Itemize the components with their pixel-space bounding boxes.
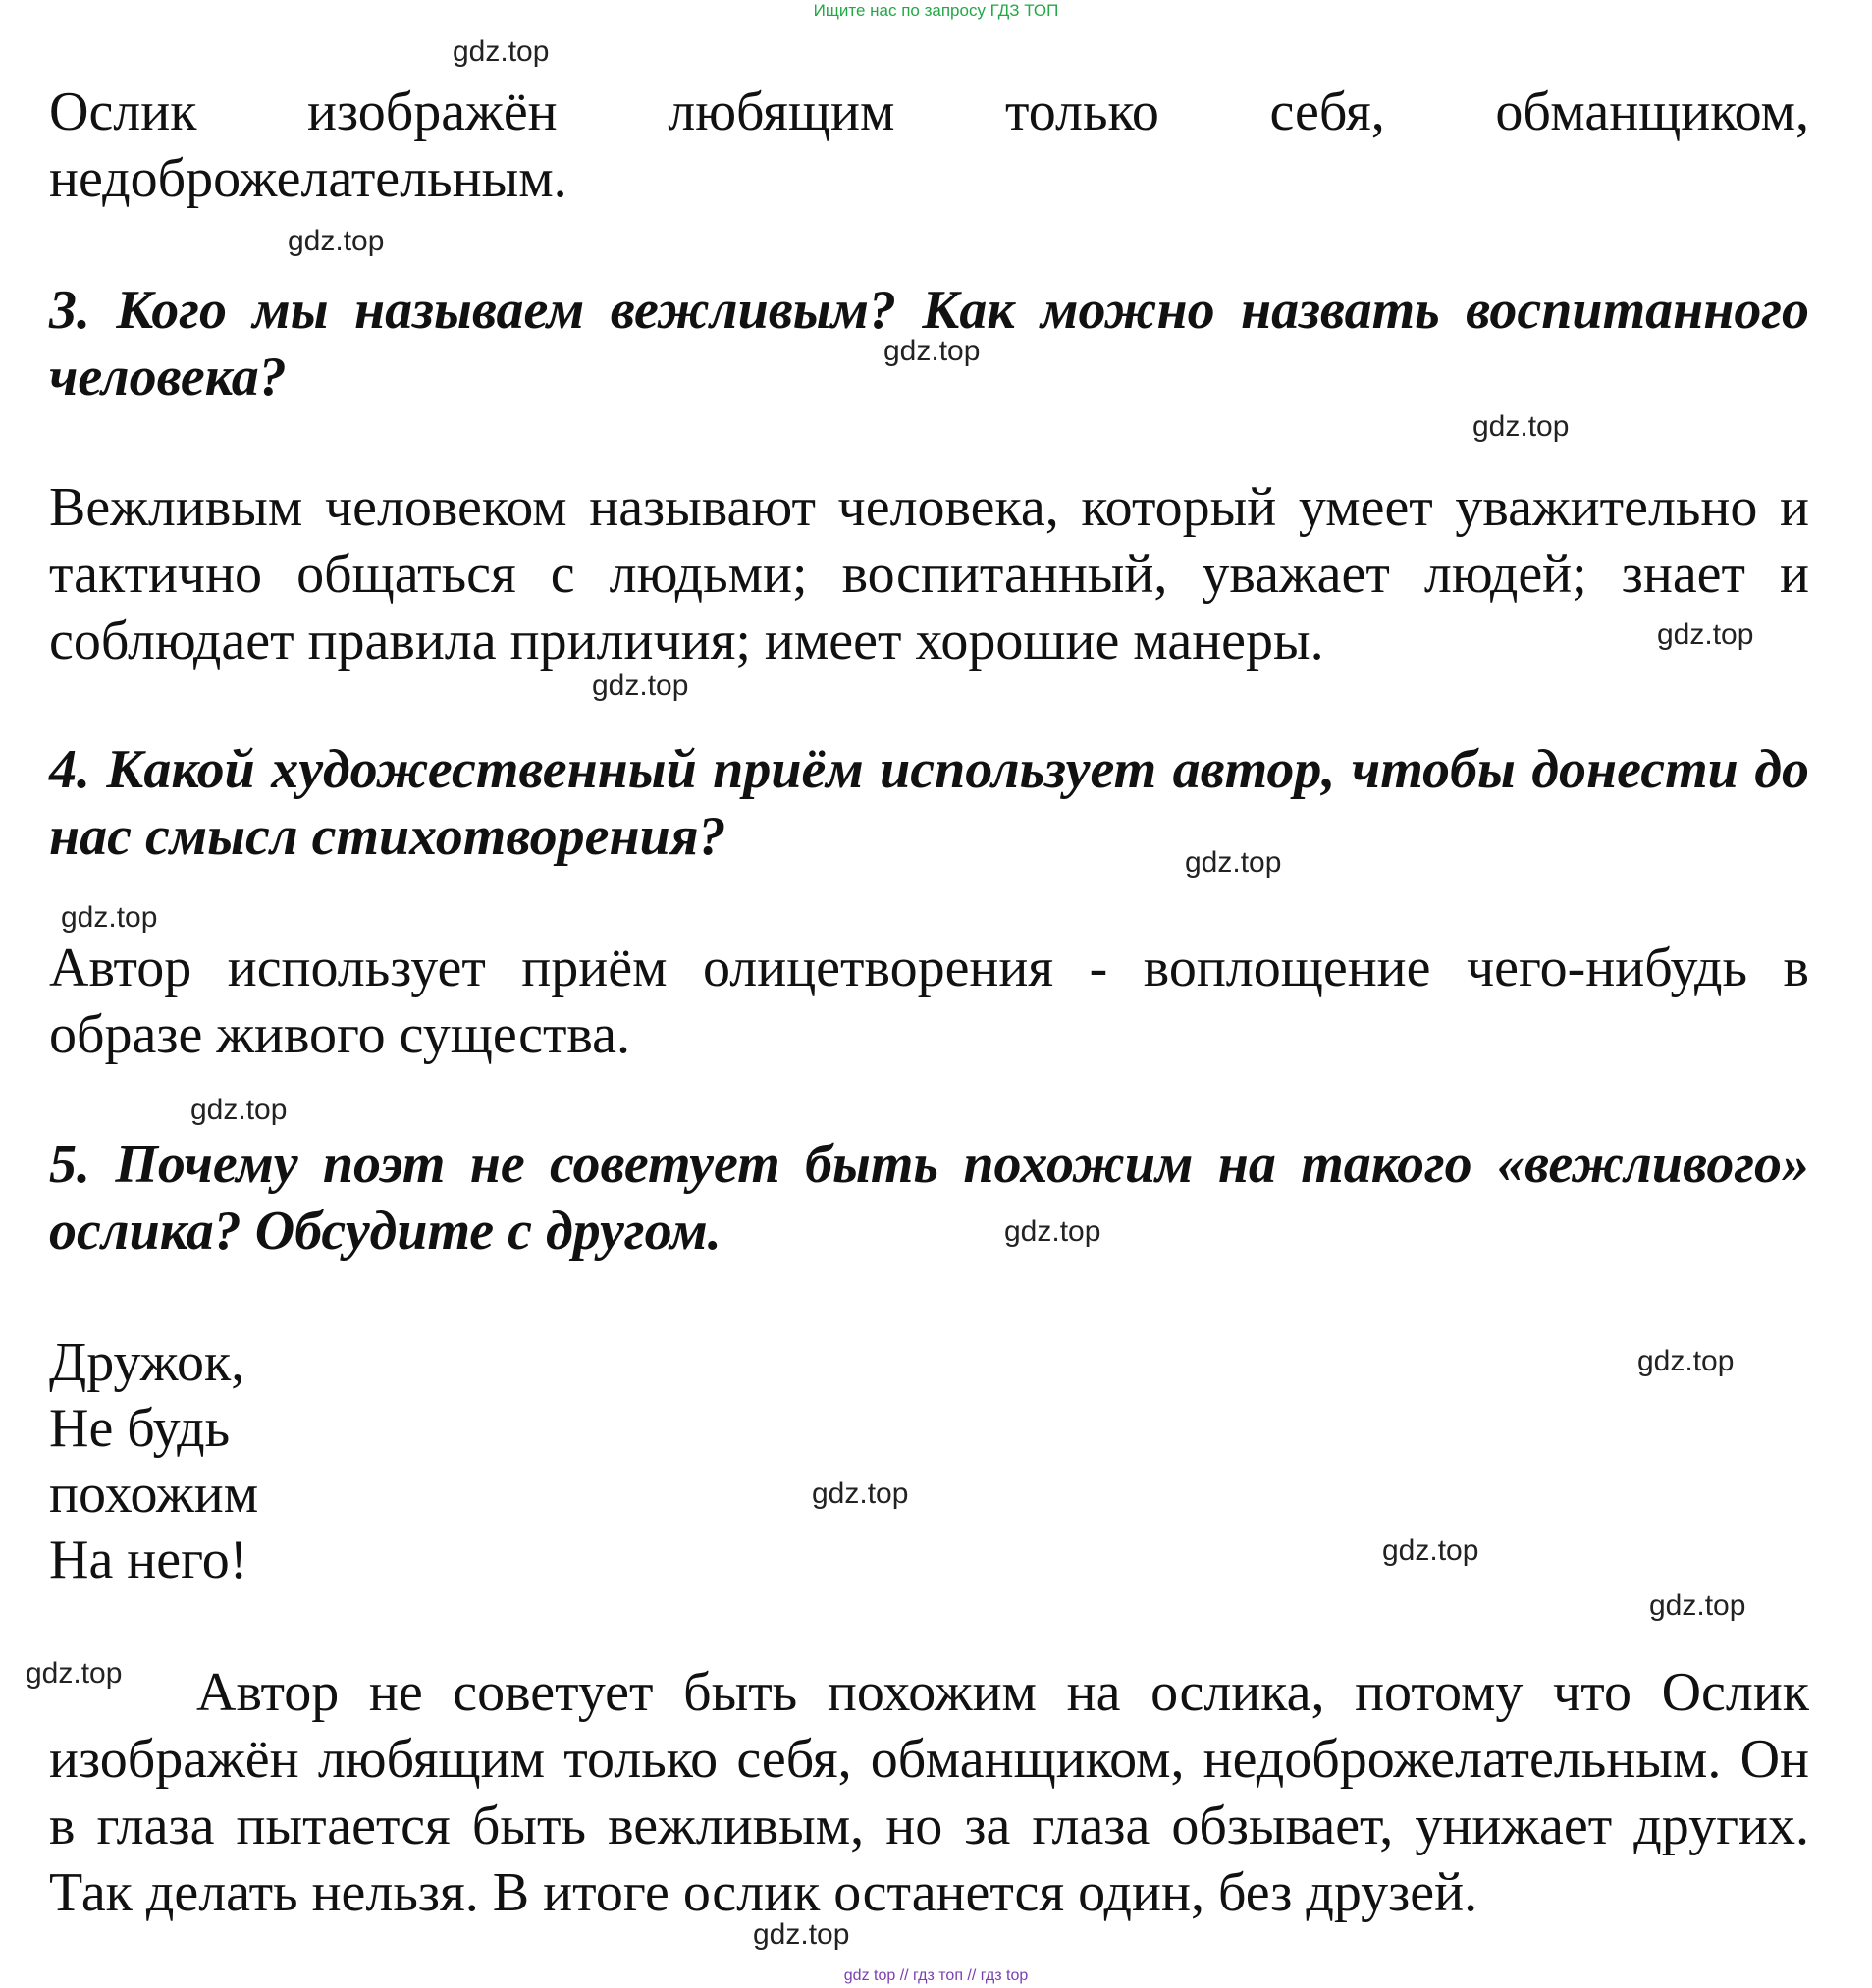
question-4: 4. Какой художественный приём использует автор, чтобы донести до нас смысл стихотворения? bbox=[49, 739, 1809, 867]
site-search-hint: Ищите нас по запросу ГДЗ ТОП bbox=[813, 1, 1059, 20]
watermark: gdz.top bbox=[1004, 1215, 1101, 1248]
watermark: gdz.top bbox=[1657, 618, 1754, 651]
watermark: gdz.top bbox=[592, 670, 689, 702]
answer-5: Автор не советует быть похожим на ослика, потому что Ослик изображён любящим только себя, обманщиком, недоброжелательным. Он в глаза пытается быть вежливым, но за глаза обзывает, унижает других. Так делать нельзя. В итоге ослик останется один, без друзей. bbox=[49, 1662, 1809, 1923]
question-3: 3. Кого мы называем вежливым? Как можно назвать воспитанного человека? bbox=[49, 280, 1809, 407]
watermark: gdz.top bbox=[812, 1478, 909, 1510]
watermark: gdz.top bbox=[288, 225, 385, 257]
answer-2-tail: Ослик изображён любящим только себя, обманщиком, недоброжелательным. bbox=[49, 81, 1809, 209]
watermark: gdz.top bbox=[26, 1657, 123, 1690]
poem-line: Дружок, bbox=[49, 1332, 245, 1393]
watermark: gdz.top bbox=[1649, 1589, 1746, 1622]
poem-line: Не будь bbox=[49, 1398, 231, 1459]
watermark: gdz.top bbox=[1382, 1534, 1479, 1567]
watermark: gdz.top bbox=[1637, 1345, 1735, 1377]
footer-watermark: gdz top // гдз топ // гдз top bbox=[843, 1967, 1029, 1984]
answer-3: Вежливым человеком называют человека, который умеет уважительно и тактично общаться с людьми; воспитанный, уважает людей; знает и соблюдает правила приличия; имеет хорошие манеры. bbox=[49, 477, 1809, 672]
watermark: gdz.top bbox=[190, 1094, 288, 1126]
question-5: 5. Почему поэт не советует быть похожим на такого «вежливого» ослика? Обсудите с другом. bbox=[49, 1134, 1809, 1262]
watermark: gdz.top bbox=[753, 1918, 850, 1951]
poem-line: похожим bbox=[49, 1464, 259, 1525]
poem-line: На него! bbox=[49, 1530, 248, 1590]
watermark: gdz.top bbox=[61, 901, 158, 934]
answer-4: Автор использует приём олицетворения - воплощение чего-нибудь в образе живого существа. bbox=[49, 938, 1809, 1065]
watermark: gdz.top bbox=[453, 35, 550, 68]
watermark: gdz.top bbox=[883, 335, 981, 367]
watermark: gdz.top bbox=[1185, 846, 1282, 879]
watermark: gdz.top bbox=[1472, 410, 1570, 443]
